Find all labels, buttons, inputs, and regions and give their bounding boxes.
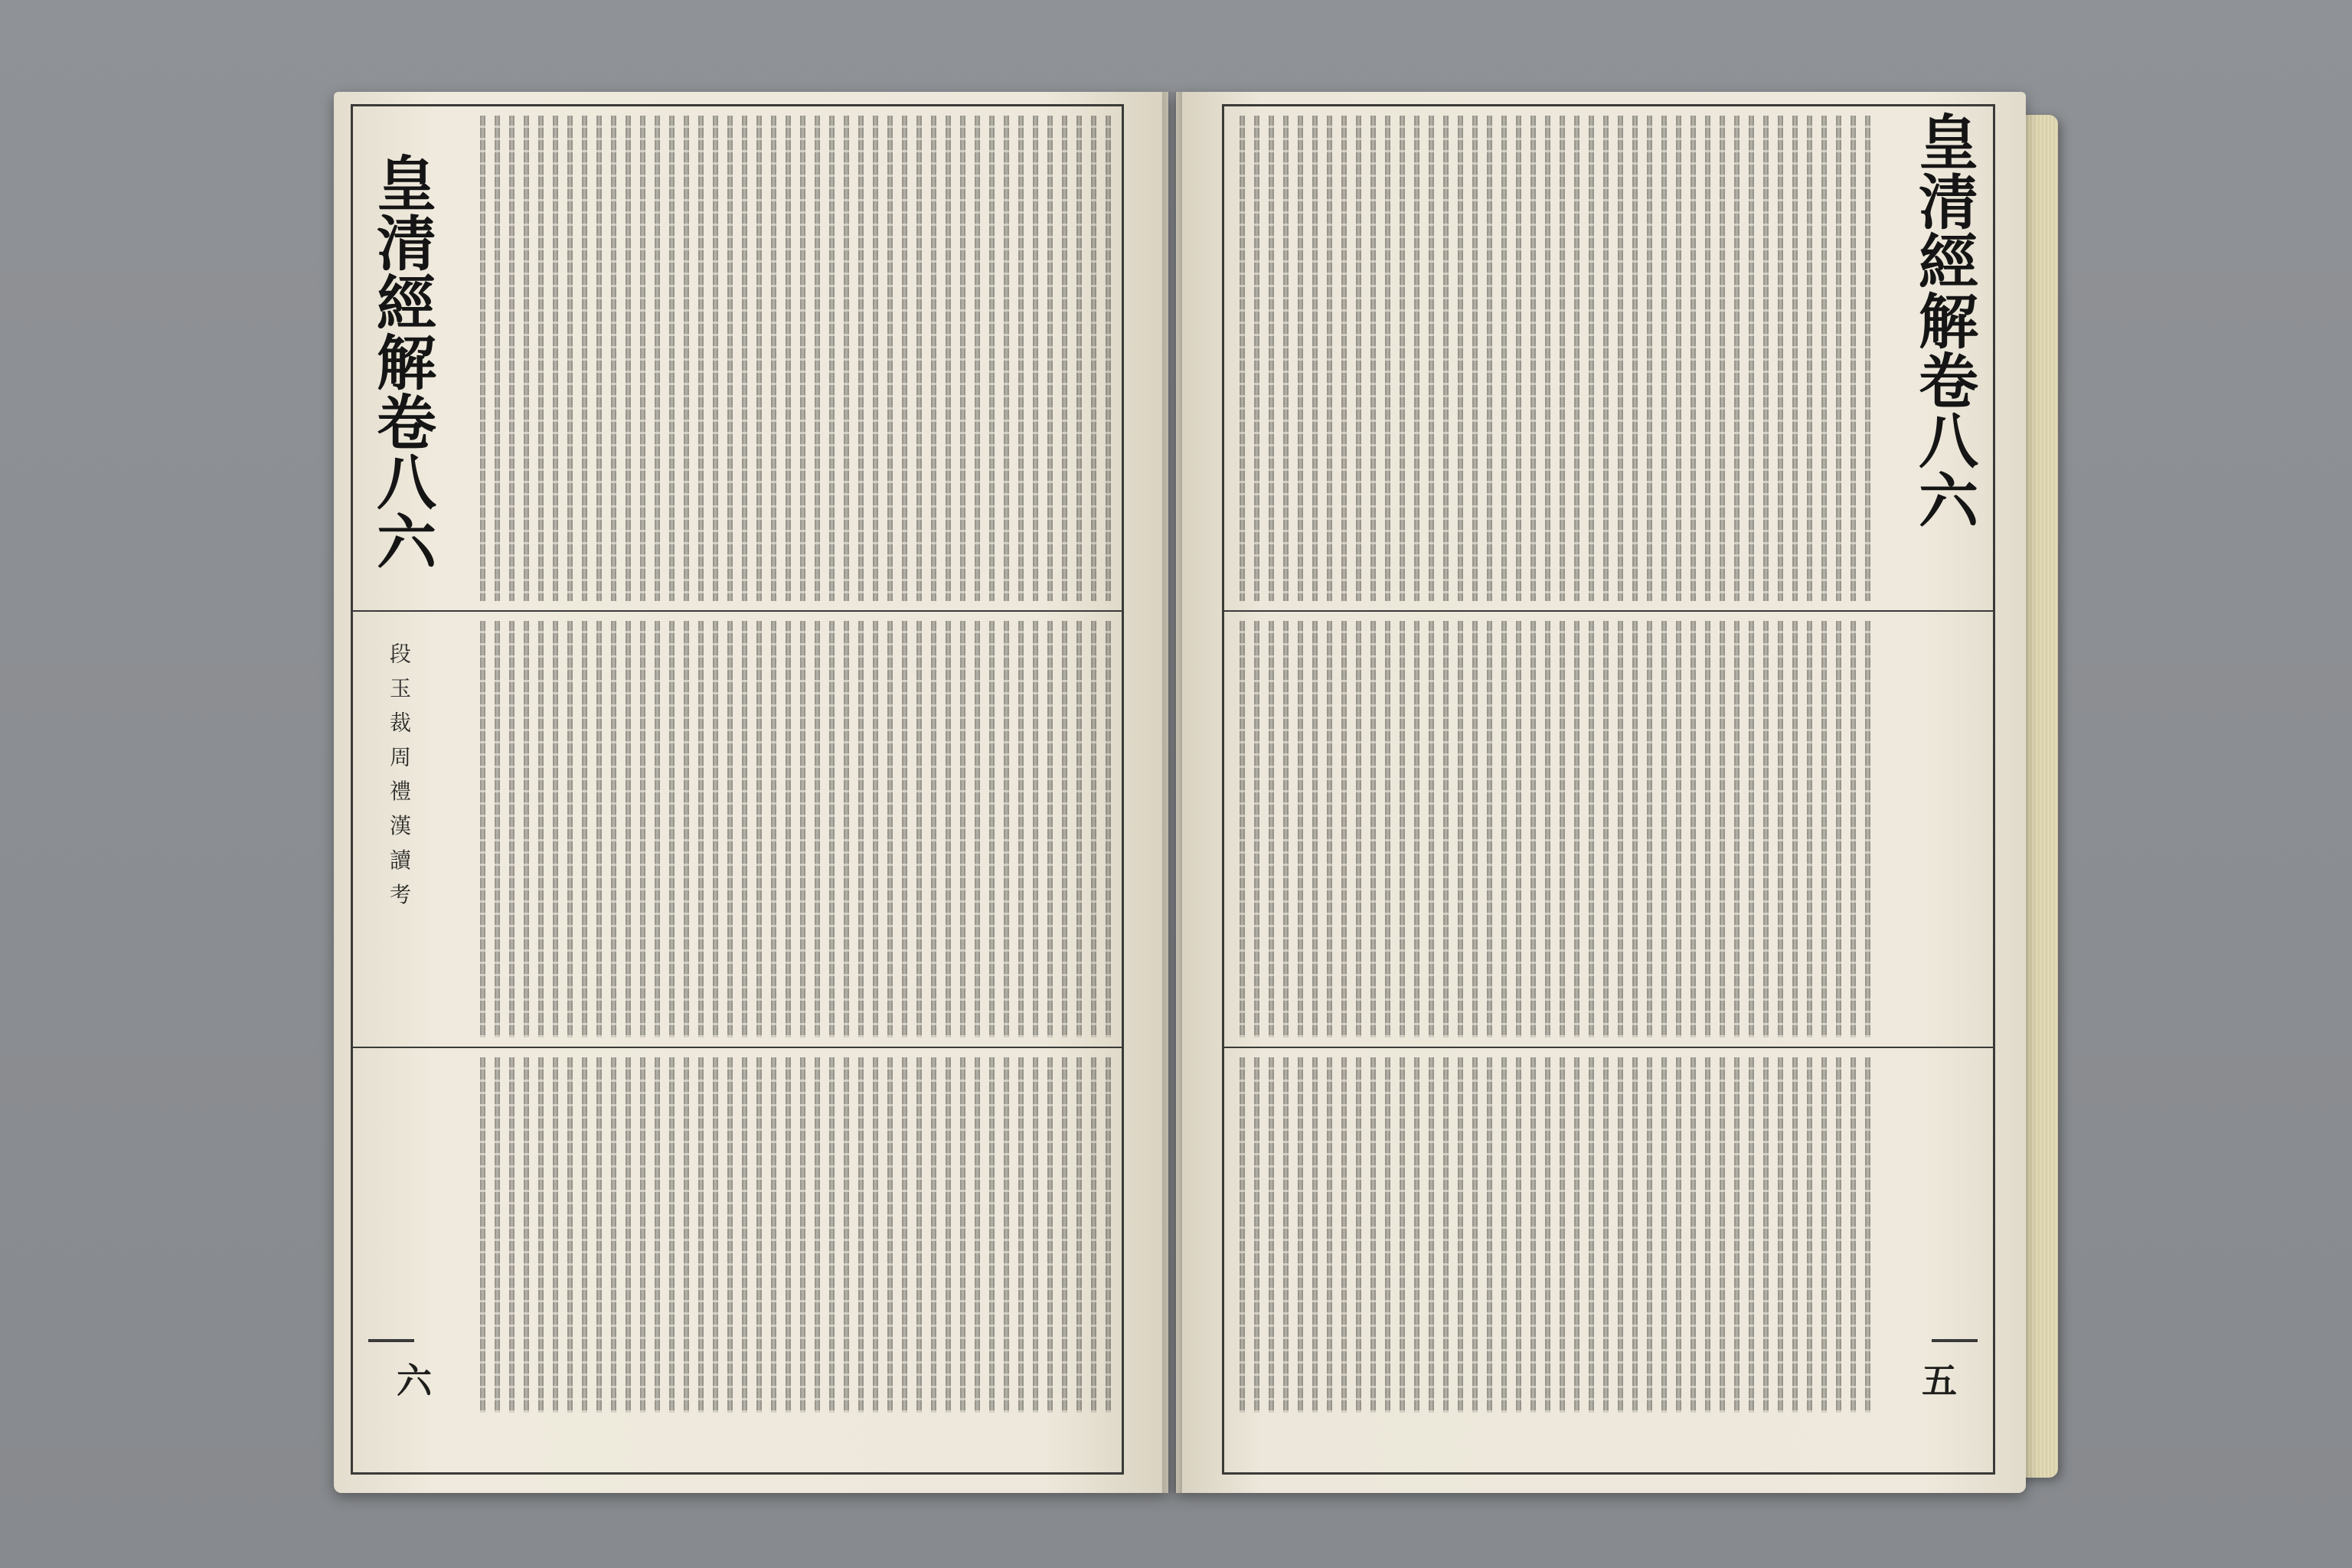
open-book (334, 92, 2027, 1493)
left-middle-text-columns (475, 621, 1111, 1037)
title-glyph: 皇 (367, 152, 436, 212)
right-upper-text-columns (1235, 116, 1878, 601)
left-lower-register (353, 1048, 1122, 1474)
right-middle-text-columns (1235, 621, 1870, 1037)
left-folio-number: 六 (391, 1362, 433, 1397)
title-glyph: 解 (367, 332, 436, 391)
fold-mark (368, 1339, 414, 1342)
title-glyph: 卷 (1909, 350, 1978, 410)
title-glyph: 清 (367, 212, 436, 272)
left-middle-register (353, 612, 1122, 1048)
right-upper-register (1224, 106, 1993, 612)
right-middle-register (1224, 612, 1993, 1048)
right-lower-register (1224, 1048, 1993, 1474)
right-lower-text-columns (1235, 1057, 1870, 1413)
left-lower-text-columns (475, 1057, 1111, 1413)
left-upper-register (353, 106, 1122, 612)
right-page (1176, 92, 2026, 1493)
title-glyph: 六 (1909, 469, 1978, 529)
left-page-frame (351, 104, 1124, 1475)
left-running-title (359, 152, 443, 570)
title-glyph: 八 (367, 451, 436, 511)
right-folio-number: 五 (1916, 1362, 1958, 1397)
left-margin-note: 段 玉 裁 周 禮 漢 讀 考 (387, 642, 412, 908)
right-running-title (1901, 111, 1985, 529)
title-glyph: 八 (1909, 410, 1978, 469)
title-glyph: 經 (1909, 230, 1978, 290)
title-glyph: 經 (367, 272, 436, 332)
title-glyph: 六 (367, 511, 436, 570)
right-page-frame (1222, 104, 1995, 1475)
title-glyph: 卷 (367, 391, 436, 451)
title-glyph: 清 (1909, 171, 1978, 230)
title-glyph: 解 (1909, 290, 1978, 350)
book-gutter (1162, 92, 1182, 1493)
left-upper-text-columns (475, 116, 1111, 601)
left-page (334, 92, 1168, 1493)
fold-mark (1932, 1339, 1978, 1342)
title-glyph: 皇 (1909, 111, 1978, 171)
